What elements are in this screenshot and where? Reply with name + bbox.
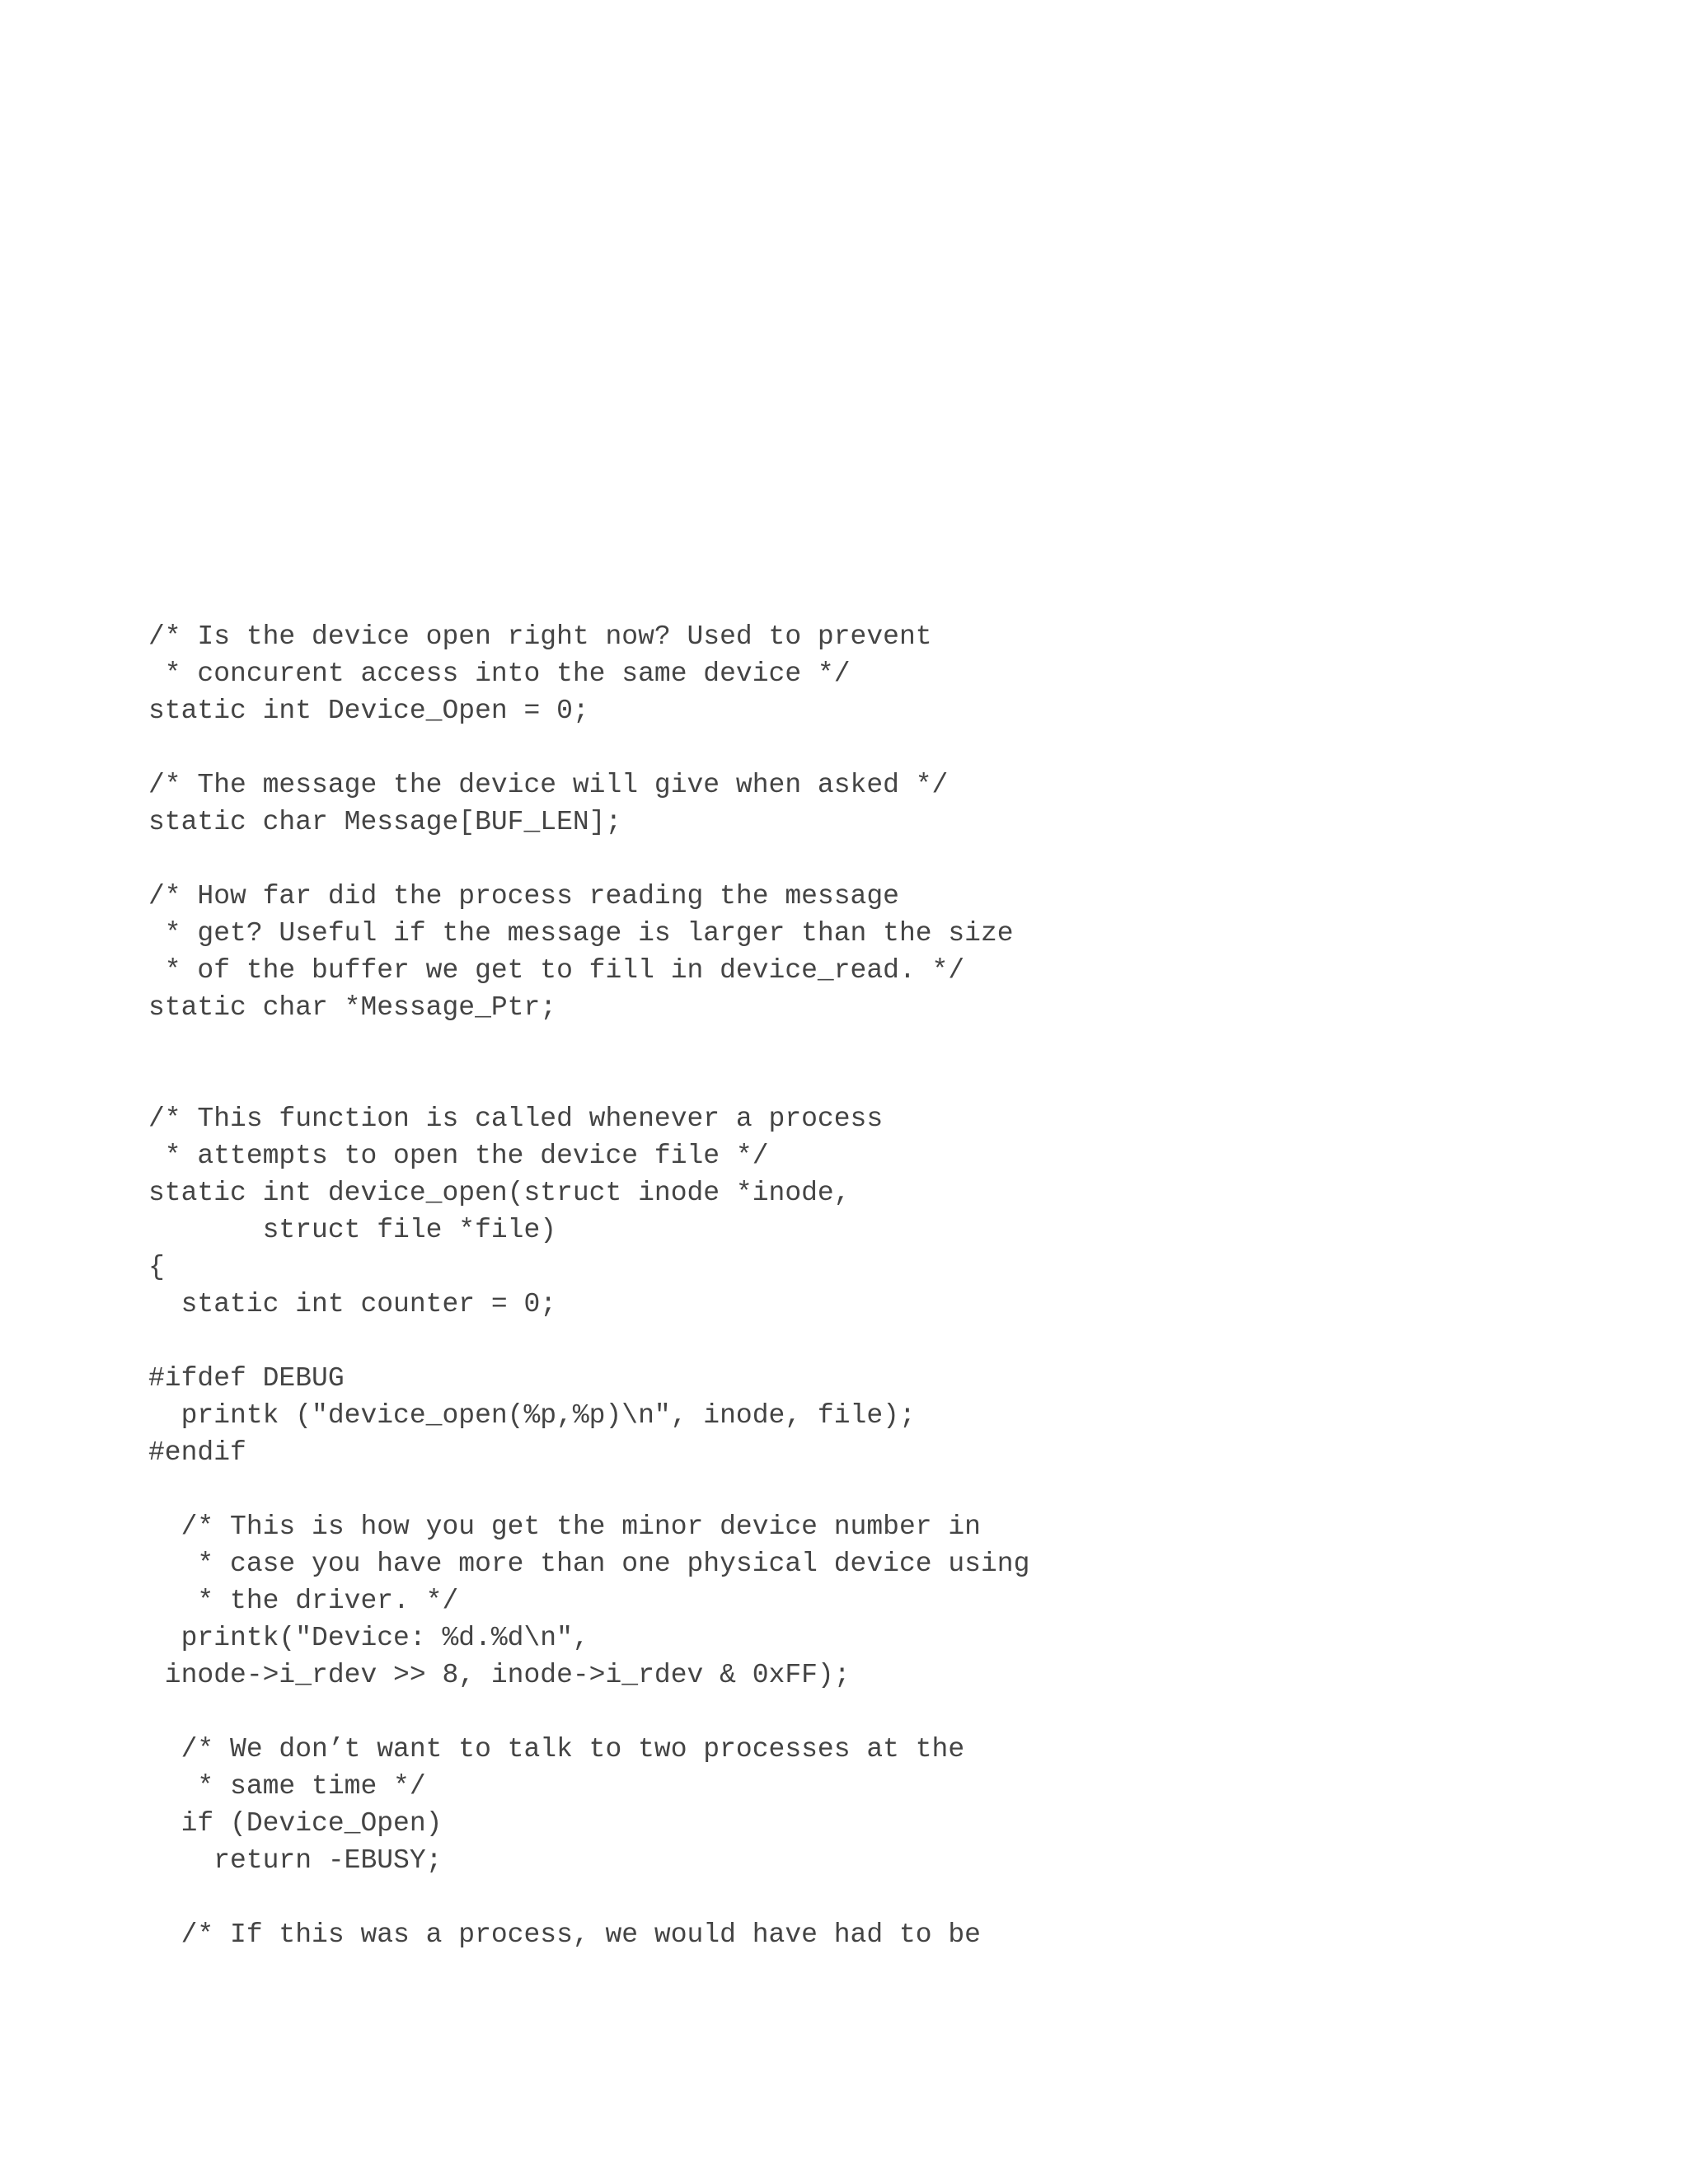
code-line: printk ("device_open(%p,%p)\n", inode, file); [148,1400,916,1431]
code-line: * concurent access into the same device */ [148,658,851,689]
code-line: struct file *file) [148,1215,557,1245]
code-line: * of the buffer we get to fill in device_read. */ [148,955,965,986]
code-line: return -EBUSY; [148,1845,443,1876]
code-listing [148,618,1029,1953]
code-line: static char Message[BUF_LEN]; [148,807,622,837]
code-line: * the driver. */ [148,1586,459,1616]
code-line [148,729,1029,766]
code-line [148,1694,1029,1731]
code-line: * get? Useful if the message is larger than the size [148,918,1014,949]
code-line [148,1063,1029,1100]
code-line [148,1879,1029,1916]
code-line: static int device_open(struct inode *inode, [148,1178,851,1208]
code-line: { [148,1252,165,1282]
code-line: /* This function is called whenever a process [148,1104,884,1134]
code-line: * same time */ [148,1771,426,1802]
code-line: * case you have more than one physical device using [148,1549,1030,1579]
code-line: static int Device_Open = 0; [148,696,589,726]
code-line: /* The message the device will give when asked */ [148,770,949,800]
code-line: #endif [148,1437,246,1468]
code-line: inode->i_rdev >> 8, inode->i_rdev & 0xFF); [148,1660,851,1690]
code-line: static char *Message_Ptr; [148,992,557,1023]
code-line [148,1026,1029,1063]
code-line [148,841,1029,878]
code-line: /* How far did the process reading the message [148,881,899,912]
code-line: #ifdef DEBUG [148,1363,345,1394]
code-line: static int counter = 0; [148,1289,557,1319]
code-line: /* This is how you get the minor device number in [148,1511,981,1542]
code-line: printk("Device: %d.%d\n", [148,1623,589,1653]
code-line [148,1471,1029,1508]
code-line [148,1323,1029,1360]
code-line: /* Is the device open right now? Used to prevent [148,621,932,652]
code-line: * attempts to open the device file */ [148,1141,769,1171]
code-line: if (Device_Open) [148,1808,443,1839]
code-line: /* If this was a process, we would have had to be [148,1919,981,1950]
code-line: /* We don’t want to talk to two processes at the [148,1734,965,1765]
